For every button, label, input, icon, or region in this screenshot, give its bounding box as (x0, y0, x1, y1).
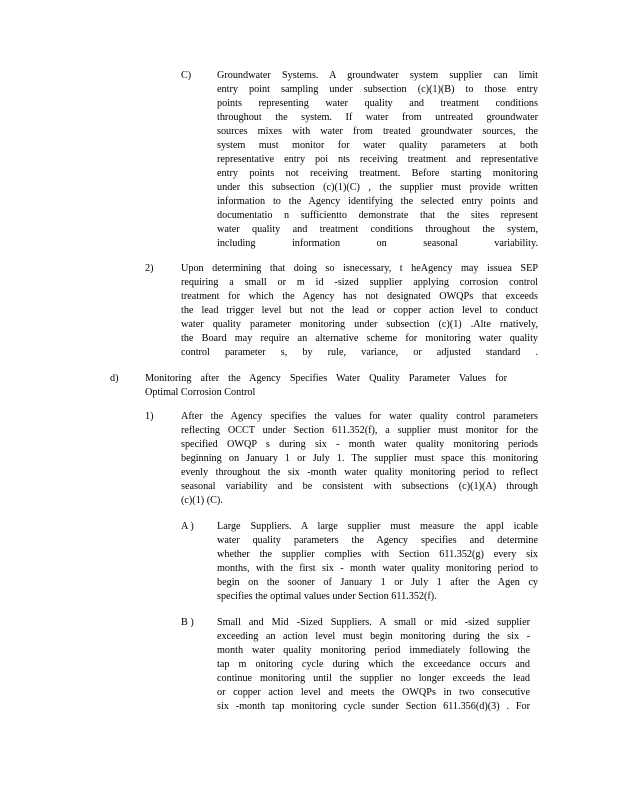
text-line: Groundwater Systems. A groundwater system supplier can limit (217, 70, 538, 81)
item-c-paragraph (217, 69, 538, 251)
text-line: requiring a small or m id -sized supplier applying corrosion control (181, 277, 538, 288)
item-1-label: 1) (145, 411, 154, 422)
text-line: throughout the system. If water from untreated groundwater (217, 112, 538, 123)
item-b-paragraph (217, 616, 530, 714)
text-line: evenly throughout the six -month water quality monitoring period to reflect (181, 467, 538, 478)
text-line: Large Suppliers. A large supplier must measure the appl icable (217, 521, 538, 532)
text-line: beginning on January 1 or July 1. The supplier must space this monitoring (181, 453, 538, 464)
text-line: information to the Agency identifying the selected entry points and (217, 196, 538, 207)
text-line: documentatio n sufficientto demonstrate that the sites represent (217, 210, 538, 221)
text-line: entry point sampling under subsection (c)(1)(B) to those entry (217, 84, 538, 95)
item-c-label: C) (181, 70, 192, 81)
text-line: tap m onitoring cycle during which the exceedance occurs and (217, 659, 530, 670)
text-line: months, with the first six - month water quality monitoring period to (217, 563, 538, 574)
text-line: water quality parameters the Agency specifies and determine (217, 535, 538, 546)
text-line: begin on the sooner of January 1 or July 1 after the Agen cy (217, 577, 538, 588)
item-a-paragraph (217, 520, 538, 604)
text-line: water quality parameter monitoring under subsection (c)(1) .Alte rnatively, (181, 319, 538, 330)
text-line: specified OWQP s during six - month water quality monitoring periods (181, 439, 538, 450)
text-line: month water quality monitoring period immediately following the (217, 645, 530, 656)
item-d-heading (145, 372, 507, 400)
text-line: exceeding an action level must begin monitoring during the six - (217, 631, 530, 642)
text-line: treatment for which the Agency has not designated OWQPs that exceeds (181, 291, 538, 302)
text-line: including information on seasonal variability. (217, 238, 538, 249)
text-line: Upon determining that doing so isnecessary, t heAgency may issuea SEP (181, 263, 538, 274)
text-line: representative entry poi nts receiving treatment and representative (217, 154, 538, 165)
text-line: Optimal Corrosion Control (145, 387, 256, 398)
text-line: seasonal variability and be consistent with subsections (c)(1)(A) through (181, 481, 538, 492)
text-line: continue monitoring until the supplier no longer exceeds the lead (217, 673, 530, 684)
item-d-label: d) (110, 373, 119, 384)
text-line: reflecting OCCT under Section 611.352(f), a supplier must monitor for the (181, 425, 538, 436)
text-line: or copper action level and meets the OWQPs in two consecutive (217, 687, 530, 698)
text-line: six -month tap monitoring cycle sunder Section 611.356(d)(3) . For (217, 701, 530, 712)
text-line: system must monitor for water quality parameters at both (217, 140, 538, 151)
text-line: the lead trigger level but not the lead or copper action level to conduct (181, 305, 538, 316)
text-line: Small and Mid -Sized Suppliers. A small or mid -sized supplier (217, 617, 530, 628)
text-line: the Board may require an alternative scheme for monitoring water quality (181, 333, 538, 344)
text-line: whether the supplier complies with Section 611.352(g) every six (217, 549, 538, 560)
item-2-paragraph (181, 262, 538, 360)
item-2-label: 2) (145, 263, 154, 274)
text-line: (c)(1) (C). (181, 495, 223, 506)
text-line: specifies the optimal values under Section 611.352(f). (217, 591, 437, 602)
text-line: points representing water quality and treatment conditions (217, 98, 538, 109)
text-line: under this subsection (c)(1)(C) , the supplier must provide written (217, 182, 538, 193)
item-1-paragraph (181, 410, 538, 508)
text-line: After the Agency specifies the values for water quality control parameters (181, 411, 538, 422)
item-b-label: B ) (181, 617, 194, 628)
text-line: water quality and treatment conditions throughout the system, (217, 224, 538, 235)
text-line: Monitoring after the Agency Specifies Water Quality Parameter Values for (145, 373, 507, 384)
item-a-label: A ) (181, 521, 194, 532)
text-line: control parameter s, by rule, variance, or adjusted standard . (181, 347, 538, 358)
text-line: entry points not receiving treatment. Before starting monitoring (217, 168, 538, 179)
text-line: sources mixes with water from treated groundwater sources, the (217, 126, 538, 137)
